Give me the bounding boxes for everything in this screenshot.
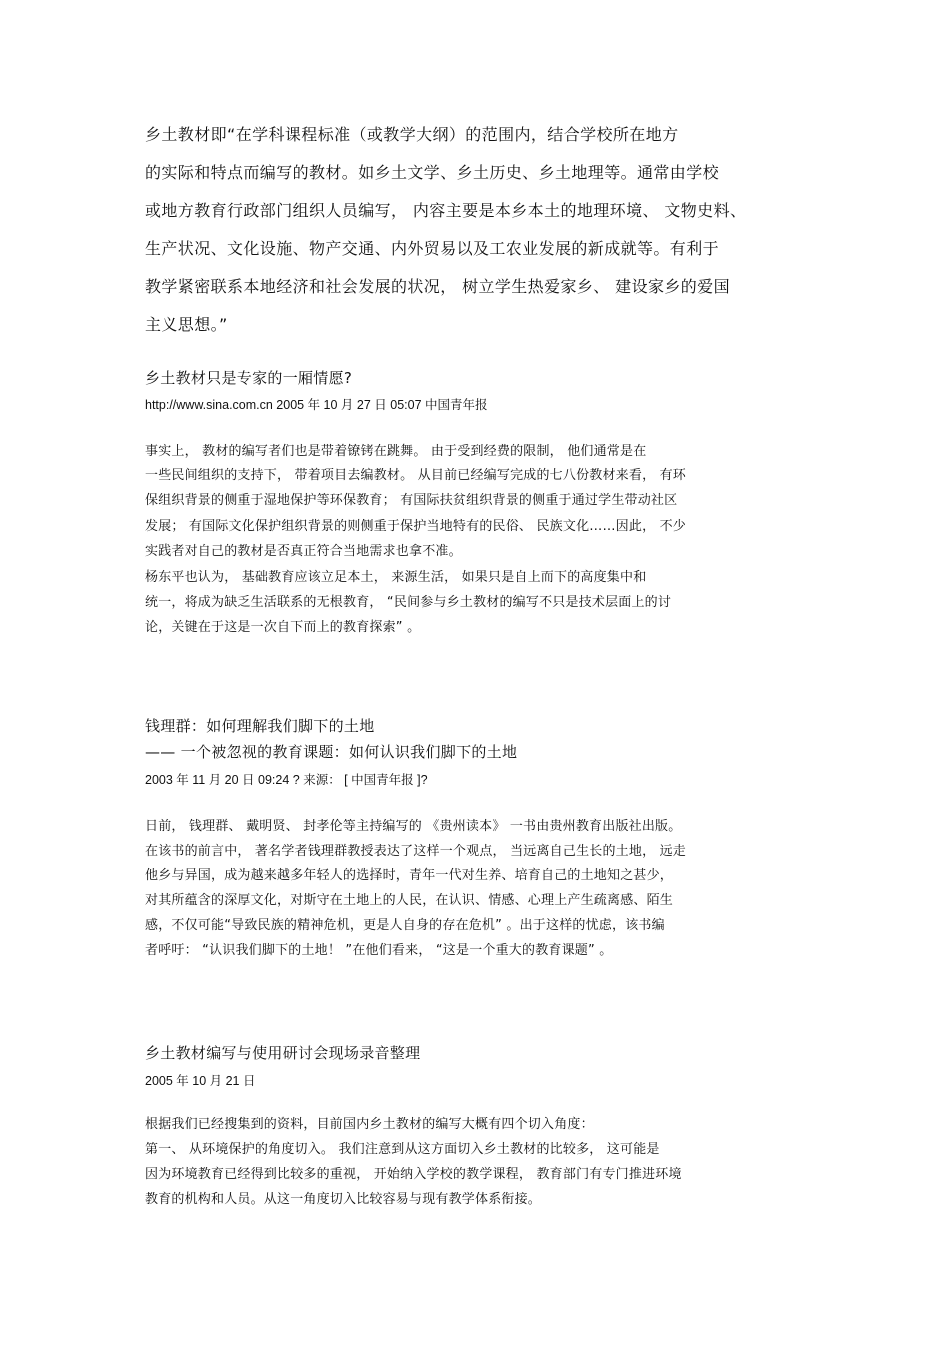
article-line: 他乡与异国，成为越来越多年轻人的选择时，青年一代对生养、培育自己的土地知之甚少， — [145, 868, 674, 883]
article-line: 感，不仅可能“导致民族的精神危机，更是人自身的存在危机” 。出于这样的忧虑，该书编 — [145, 918, 665, 933]
intro-line: 或地方教育行政部门组织人员编写， 内容主要是本乡本土的地理环境、 文物史料、 — [145, 201, 747, 220]
article-meta: 2003 年 11 月 20 日 09:24 ? 来源： [ 中国青年报 ]? — [145, 773, 428, 787]
article-line: 日前， 钱理群、 戴明贤、 封孝伦等主持编写的 《贵州读本》 一书由贵州教育出版社出版。 — [145, 819, 682, 834]
article-line: 一些民间组织的支持下， 带着项目去编教材。 从目前已经编写完成的七八份教材来看， 有环 — [145, 468, 686, 483]
article-line: 根据我们已经搜集到的资料，目前国内乡土教材的编写大概有四个切入角度： — [145, 1117, 594, 1132]
article-meta: 2005 年 10 月 21 日 — [145, 1074, 256, 1088]
article-line: 杨东平也认为， 基础教育应该立足本土， 来源生活， 如果只是自上而下的高度集中和 — [145, 570, 647, 585]
article-subtitle: —— 一个被忽视的教育课题：如何认识我们脚下的土地 — [145, 743, 518, 761]
intro-line: 乡土教材即“在学科课程标准（或教学大纲）的范围内，结合学校所在地方 — [145, 125, 679, 144]
article-line: 在该书的前言中， 著名学者钱理群教授表达了这样一个观点， 当远离自己生长的土地， 远走 — [145, 844, 686, 859]
article-title: 乡土教材只是专家的一厢情愿? — [145, 369, 353, 387]
article-line: 对其所蕴含的深厚文化，对斯守在土地上的人民，在认识、情感、心理上产生疏离感、陌生 — [145, 893, 674, 908]
intro-line: 主义思想。” — [145, 315, 228, 334]
article-line: 统一，将成为缺乏生活联系的无根教育， “民间参与乡土教材的编写不只是技术层面上的讨 — [145, 595, 672, 610]
article-meta: http://www.sina.com.cn 2005 年 10 月 27 日 05:07 中国青年报 — [145, 398, 488, 412]
intro-line: 的实际和特点而编写的教材。如乡土文学、乡土历史、乡土地理等。通常由学校 — [145, 163, 720, 182]
article-line: 实践者对自己的教材是否真正符合当地需求也拿不准。 — [145, 544, 462, 559]
article-title: 钱理群：如何理解我们脚下的土地 — [145, 717, 375, 735]
article-line: 事实上， 教材的编写者们也是带着镣铐在跳舞。 由于受到经费的限制， 他们通常是在 — [145, 444, 647, 459]
article-line: 论，关键在于这是一次自下而上的教育探索” 。 — [145, 620, 421, 635]
intro-line: 教学紧密联系本地经济和社会发展的状况， 树立学生热爱家乡、 建设家乡的爱国 — [145, 277, 730, 296]
article-line: 者呼吁： “认识我们脚下的土地！ ”在他们看来， “这是一个重大的教育课题” 。 — [145, 943, 613, 958]
article-title: 乡土教材编写与使用研讨会现场录音整理 — [145, 1044, 421, 1062]
article-line: 发展； 有国际文化保护组织背景的则侧重于保护当地特有的民俗、 民族文化……因此， 不少 — [145, 519, 686, 534]
article-line: 教育的机构和人员。从这一角度切入比较容易与现有教学体系衔接。 — [145, 1192, 542, 1207]
intro-line: 生产状况、文化设施、物产交通、内外贸易以及工农业发展的新成就等。有利于 — [145, 239, 720, 258]
article-line: 因为环境教育已经得到比较多的重视， 开始纳入学校的教学课程， 教育部门有专门推进环境 — [145, 1167, 682, 1182]
article-line: 保组织背景的侧重于湿地保护等环保教育； 有国际扶贫组织背景的侧重于通过学生带动社区 — [145, 493, 678, 508]
article-line: 第一、 从环境保护的角度切入。 我们注意到从这方面切入乡土教材的比较多， 这可能是 — [145, 1142, 660, 1157]
